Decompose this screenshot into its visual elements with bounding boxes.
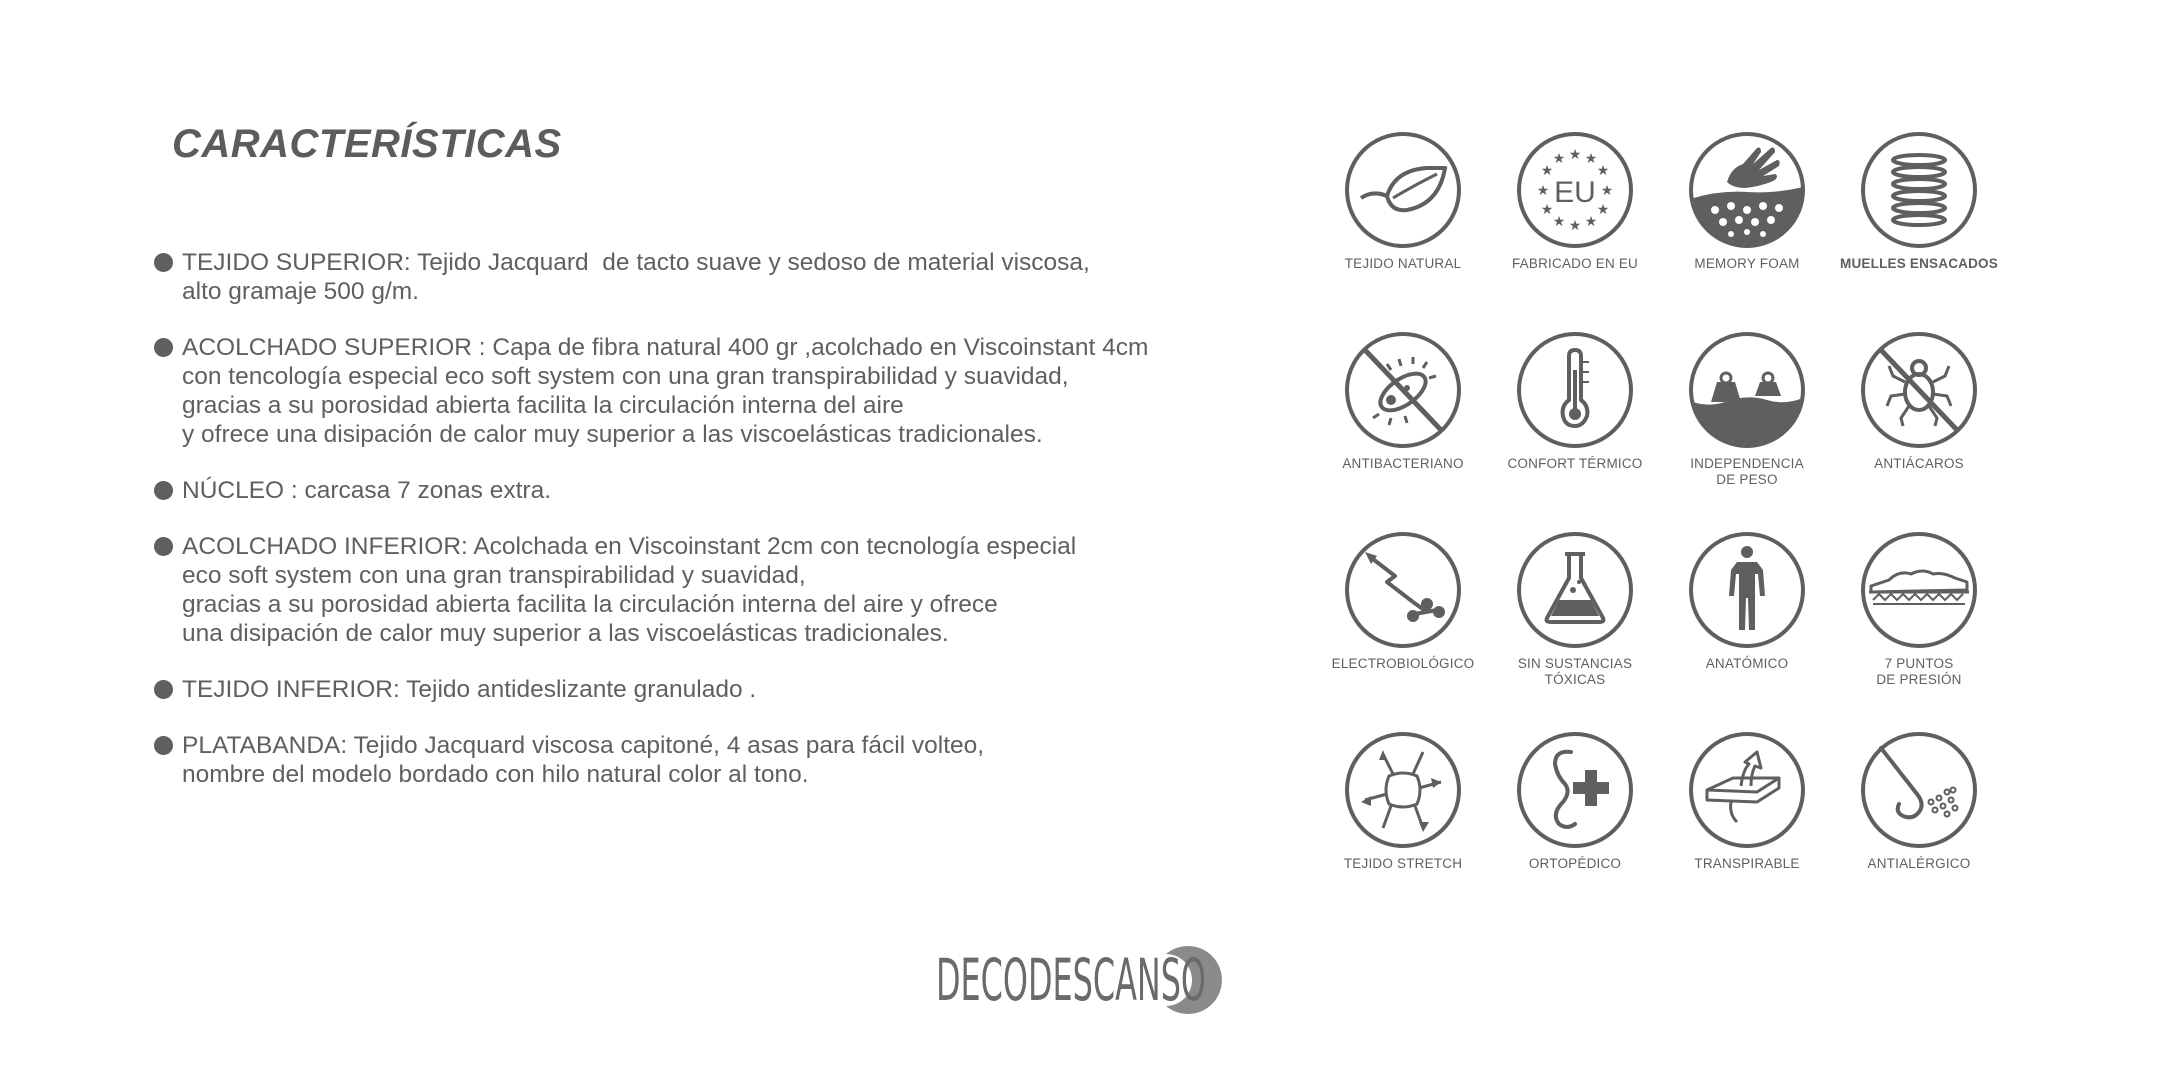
icon-label: ANTIÁCAROS (1874, 456, 1964, 471)
svg-text:★: ★ (1596, 163, 1610, 179)
weights-icon (1687, 330, 1807, 450)
feature-item (152, 731, 1252, 789)
feature-text: nombre del modelo bordado con hilo natural color al tono. (182, 761, 809, 788)
hand-foam-icon (1687, 130, 1807, 250)
pressure-points-icon (1859, 530, 1979, 650)
icon-cell-springs (1834, 130, 2004, 272)
svg-text:★: ★ (1552, 151, 1566, 167)
feature-item (152, 675, 1252, 704)
logo-text: DECODESCANSO (936, 946, 1206, 1014)
spring-icon (1859, 130, 1979, 250)
svg-text:★: ★ (1568, 218, 1582, 234)
icon-label: SIN SUSTANCIAS (1517, 656, 1633, 671)
icon-label: CONFORT TÉRMICO (1507, 456, 1643, 471)
feature-text: TEJIDO SUPERIOR: Tejido Jacquard de tacto suave y sedoso de material viscosa, (182, 249, 1090, 276)
icon-cell-memory-foam (1662, 130, 1832, 272)
flask-icon (1515, 530, 1635, 650)
icon-label: ANTIALÉRGICO (1867, 856, 1971, 871)
icon-cell-pressure (1834, 530, 2004, 688)
icon-label: MUELLES ENSACADOS (1840, 256, 1998, 271)
human-body-icon (1687, 530, 1807, 650)
icon-cell-non-toxic (1490, 530, 1660, 688)
feature-text: con tencología especial eco soft system con una gran transpirabilidad y suavidad, (182, 363, 1069, 390)
icon-cell-thermal (1490, 330, 1660, 472)
feature-text: y ofrece una disipación de calor muy superior a las viscoelásticas tradicionales. (182, 421, 1043, 448)
orthopedic-icon (1515, 730, 1635, 850)
feature-item (152, 333, 1252, 449)
icon-label: FABRICADO EN EU (1511, 256, 1639, 271)
icon-cell-orthopedic (1490, 730, 1660, 872)
icon-label: INDEPENDENCIA (1690, 456, 1804, 471)
svg-text:★: ★ (1540, 202, 1554, 218)
icon-cell-antiallergic (1834, 730, 2004, 872)
icon-label: TEJIDO STRETCH (1343, 856, 1463, 871)
stretch-icon (1343, 730, 1463, 850)
svg-text:★: ★ (1596, 202, 1610, 218)
thermometer-icon (1515, 330, 1635, 450)
svg-text:★: ★ (1536, 183, 1550, 199)
eu-stars-icon (1515, 130, 1635, 250)
feature-text: ACOLCHADO INFERIOR: Acolchada en Viscoinstant 2cm con tecnología especial (182, 533, 1077, 560)
features-icon-grid (1318, 130, 2018, 900)
antiallergic-icon (1859, 730, 1979, 850)
icon-cell-electro (1318, 530, 1488, 672)
icon-label: ORTOPÉDICO (1528, 856, 1622, 871)
feature-text: TEJIDO INFERIOR: Tejido antideslizante granulado . (182, 676, 757, 703)
feature-text: gracias a su porosidad abierta facilita la circulación interna del aire (182, 392, 904, 419)
feature-text: ACOLCHADO SUPERIOR : Capa de fibra natural 400 gr ,acolchado en Viscoinstant 4cm (182, 334, 1149, 361)
feature-text: una disipación de calor muy superior a las viscoelásticas tradicionales. (182, 620, 949, 647)
feature-text: NÚCLEO : carcasa 7 zonas extra. (182, 477, 552, 504)
bullet-icon (154, 253, 173, 272)
svg-text:★: ★ (1600, 183, 1614, 199)
no-bacteria-icon (1343, 330, 1463, 450)
icon-cell-weight (1662, 330, 1832, 488)
icon-cell-antimite (1834, 330, 2004, 472)
icon-cell-stretch (1318, 730, 1488, 872)
icon-label: 7 PUNTOS (1884, 656, 1954, 671)
features-list (152, 248, 1252, 816)
bullet-icon (154, 736, 173, 755)
feature-item (152, 476, 1252, 505)
feature-item (152, 532, 1252, 648)
icon-label: TRANSPIRABLE (1694, 856, 1800, 871)
feature-text: alto gramaje 500 g/m. (182, 278, 419, 305)
svg-text:★: ★ (1584, 151, 1598, 167)
breathable-icon (1687, 730, 1807, 850)
bullet-icon (154, 338, 173, 357)
icon-label: ANATÓMICO (1705, 656, 1789, 671)
svg-text:★: ★ (1584, 214, 1598, 230)
feature-item (152, 248, 1252, 306)
svg-text:★: ★ (1568, 147, 1582, 163)
svg-text:★: ★ (1552, 214, 1566, 230)
feature-text: gracias a su porosidad abierta facilita la circulación interna del aire y ofrece (182, 591, 998, 618)
no-mite-icon (1859, 330, 1979, 450)
leaf-icon (1343, 130, 1463, 250)
icon-cell-breathable (1662, 730, 1832, 872)
icon-label: TÓXICAS (1544, 672, 1606, 687)
bullet-icon (154, 481, 173, 500)
icon-cell-natural (1318, 130, 1488, 272)
bullet-icon (154, 680, 173, 699)
icon-cell-antibacterial (1318, 330, 1488, 472)
icon-label: MEMORY FOAM (1694, 256, 1800, 271)
brand-logo (930, 936, 1230, 1016)
feature-text: eco soft system con una gran transpirabilidad y suavidad, (182, 562, 806, 589)
icon-label: ANTIBACTERIANO (1342, 456, 1464, 471)
icon-label: DE PRESIÓN (1876, 672, 1962, 687)
bullet-icon (154, 537, 173, 556)
electro-icon (1343, 530, 1463, 650)
page-title: CARACTERÍSTICAS (172, 122, 562, 166)
icon-cell-eu (1490, 130, 1660, 272)
icon-label: TEJIDO NATURAL (1344, 256, 1462, 271)
svg-text:★: ★ (1540, 163, 1554, 179)
icon-cell-anatomic (1662, 530, 1832, 672)
icon-label: ELECTROBIOLÓGICO (1331, 656, 1475, 671)
feature-text: PLATABANDA: Tejido Jacquard viscosa capitoné, 4 asas para fácil volteo, (182, 732, 985, 759)
icon-label: DE PESO (1716, 472, 1778, 487)
eu-text: EU (1554, 176, 1596, 209)
